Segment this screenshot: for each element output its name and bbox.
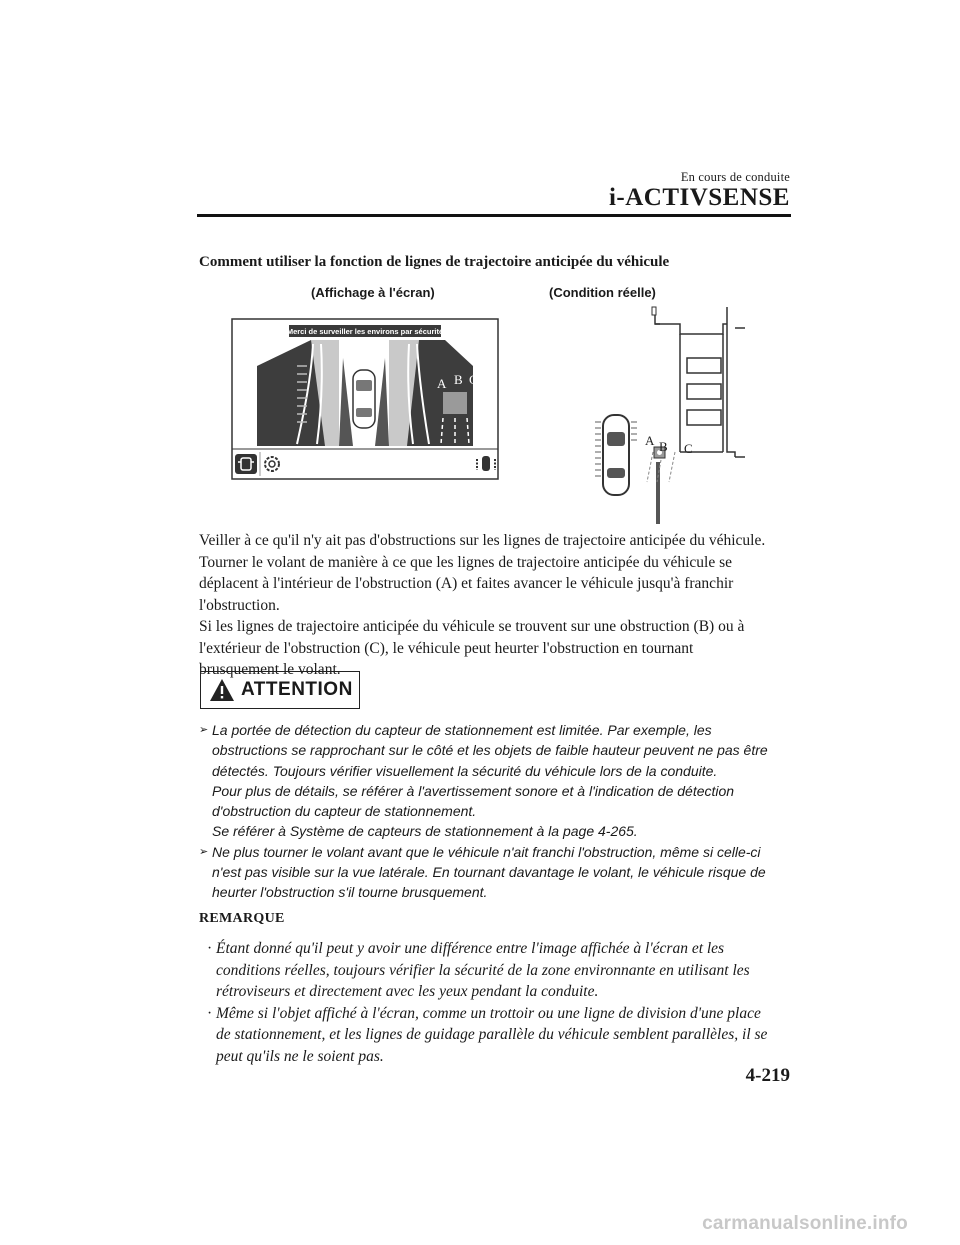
watermark: carmanualsonline.info: [702, 1213, 908, 1234]
running-head: En cours de conduite: [680, 170, 790, 184]
screen-display-illustration: [231, 318, 499, 480]
real-label-b: B: [659, 439, 668, 454]
remarque-item: [207, 938, 797, 1003]
screen-label-b: B: [454, 372, 463, 387]
subsection-title: Comment utiliser la fonction de lignes de trajectoire anticipée du véhicule: [199, 254, 670, 270]
warning-triangle-icon: [209, 678, 235, 702]
screen-label-c: C: [469, 372, 478, 387]
header-rule: [197, 214, 791, 217]
body-paragraph: Si les lignes de trajectoire anticipée du véhicule se trouvent sur une obstruction (B) ou à l'extérieur de l'obstruction (C), le véhicule peut heurter l'obstruction en tournant brusquement le volant.: [199, 618, 745, 678]
page-number: 4-219: [745, 1065, 790, 1086]
figure-caption-real: (Condition réelle): [549, 285, 656, 300]
remarque-heading: REMARQUE: [199, 911, 285, 926]
attention-item-text: Ne plus tourner le volant avant que le véhicule n'ait franchi l'obstruction, même si celle-ci n'est pas visible sur la vue latérale. En tournant davantage le volant, le véhicule risque de heurter l'obstruction s'il tourne brusquement.: [212, 843, 766, 901]
body-paragraph: Veiller à ce qu'il n'y ait pas d'obstructions sur les lignes de trajectoire anticipée du véhicule. Tourner le volant de manière à ce que les lignes de trajectoire anticipée du véhicule se déplacent à l'intérieur de l'obstruction (A) et faites avancer le véhicule jusqu'à franchir l'obstruction.: [199, 532, 766, 614]
attention-item: [199, 842, 799, 903]
real-label-a: A: [645, 433, 655, 448]
section-title: i-ACTIVSENSE: [608, 184, 790, 211]
screen-banner: Merci de surveiller les environs par sécurité: [286, 327, 444, 336]
arrow-bullet-icon: ➢: [199, 845, 209, 858]
attention-label: ATTENTION: [241, 679, 353, 700]
real-label-c: C: [684, 441, 693, 456]
attention-item: [199, 720, 799, 842]
real-condition-illustration: [585, 302, 785, 527]
remarque-item: [207, 1003, 797, 1068]
attention-list: [199, 720, 799, 903]
screen-label-a: A: [437, 376, 447, 391]
attention-box: [200, 671, 360, 709]
remarque-item-text: Étant donné qu'il peut y avoir une différence entre l'image affichée à l'écran et les conditions réelles, toujours vérifier la sécurité de la zone environnante en utilisant les rétroviseurs et directement avec les yeux pendant la conduite.: [216, 940, 750, 1000]
attention-item-text: La portée de détection du capteur de stationnement est limitée. Par exemple, les obstructions se rapprochant sur le côté et les objets de faible hauteur peuvent ne pas être détectés. Toujours vérifier visuellement la sécurité du véhicule lors de la conduite. Pour plus de détails, se référer à l'avertissement sonore et à l'indication de détection d'obstruction du capteur de stationnement. Se référer à Système de capteurs de stationnement à la page 4-265.: [212, 722, 768, 840]
dot-bullet-icon: ·: [207, 940, 213, 957]
body-text: [199, 530, 799, 681]
dot-bullet-icon: ·: [207, 1004, 213, 1022]
remarque-list: [207, 938, 797, 1067]
arrow-bullet-icon: ➢: [199, 724, 209, 736]
figure-caption-screen: (Affichage à l'écran): [311, 285, 435, 300]
remarque-item-text: Même si l'objet affiché à l'écran, comme un trottoir ou une ligne de division d'une place de stationnement, et les lignes de guidage parallèle du véhicule semblent parallèles, il se peut qu'ils ne le soient pas.: [216, 1004, 768, 1065]
